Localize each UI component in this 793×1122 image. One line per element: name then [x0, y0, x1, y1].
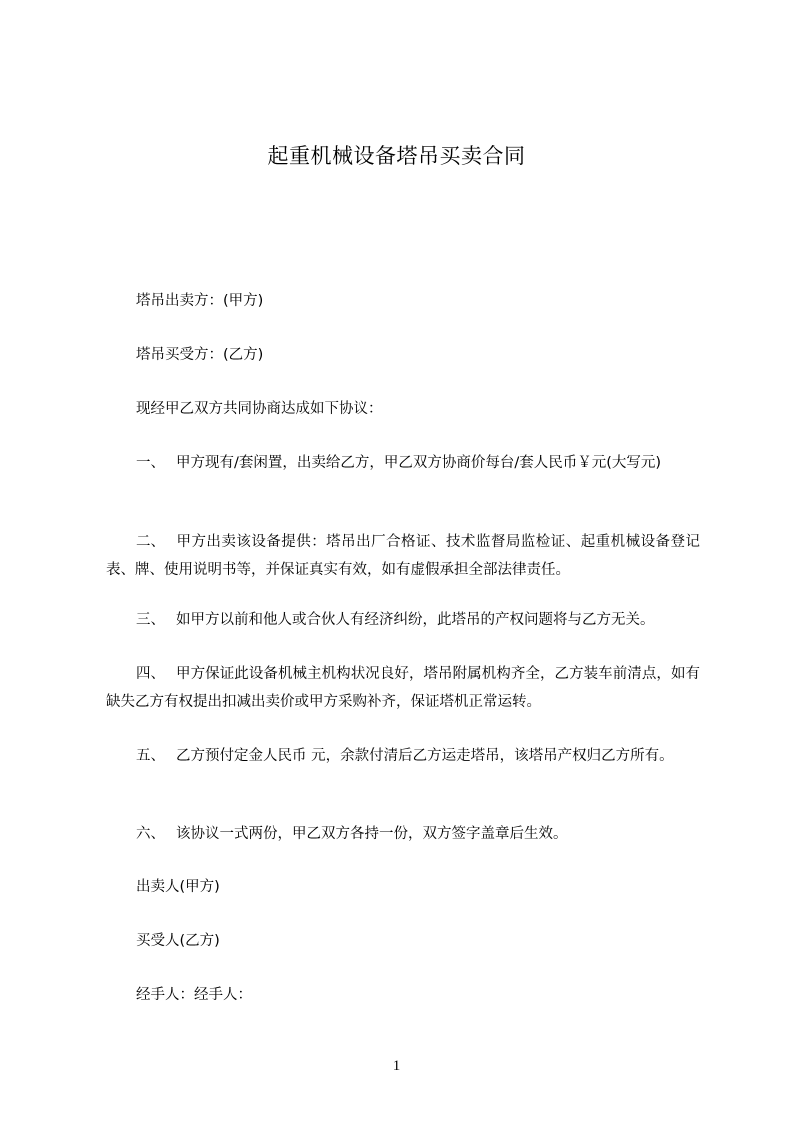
clause-4: [106, 660, 700, 716]
clause-1: [106, 449, 700, 477]
intro-line: 现经甲乙双方共同协商达成如下协议：: [136, 401, 383, 417]
clause-text: 如甲方以前和他人或合伙人有经济纠纷，此塔吊的产权问题将与乙方无关。: [176, 612, 655, 628]
clause-text: 甲方现有/套闲置，出卖给乙方，甲乙双方协商价每台/套人民币￥元(大写元): [176, 455, 662, 471]
handler-signature-line: 经手人：经手人：: [136, 987, 252, 1003]
clause-number: 四、: [136, 666, 165, 682]
clause-text: 甲方保证此设备机械主机构状况良好，塔吊附属机构齐全，乙方装车前清点，如有缺失乙方有权提出扣减出卖价或甲方采购补齐，保证塔机正常运转。: [106, 666, 700, 710]
clause-3: [106, 606, 700, 634]
clause-number: 三、: [136, 612, 165, 628]
clause-text: 甲方出卖该设备提供：塔吊出厂合格证、技术监督局监检证、起重机械设备登记表、牌、使用说明书等，并保证真实有效，如有虚假承担全部法律责任。: [106, 534, 700, 578]
page-number: 1: [392, 1058, 401, 1074]
clause-text: 乙方预付定金人民币 元，余款付清后乙方运走塔吊，该塔吊产权归乙方所有。: [176, 748, 674, 764]
document-title: 起重机械设备塔吊买卖合同: [267, 144, 526, 168]
clause-6: [106, 820, 700, 848]
clause-number: 二、: [136, 534, 165, 550]
clause-2: [106, 528, 700, 584]
clause-number: 一、: [136, 455, 165, 471]
clause-number: 五、: [136, 748, 165, 764]
buyer-signature-line: 买受人(乙方): [136, 933, 220, 949]
buyer-party-line: 塔吊买受方：(乙方): [136, 347, 264, 363]
clause-5: [106, 742, 700, 770]
clause-number: 六、: [136, 826, 165, 842]
seller-party-line: 塔吊出卖方：(甲方): [136, 293, 264, 309]
clause-text: 该协议一式两份，甲乙双方各持一份，双方签字盖章后生效。: [176, 826, 568, 842]
seller-signature-line: 出卖人(甲方): [136, 879, 220, 895]
